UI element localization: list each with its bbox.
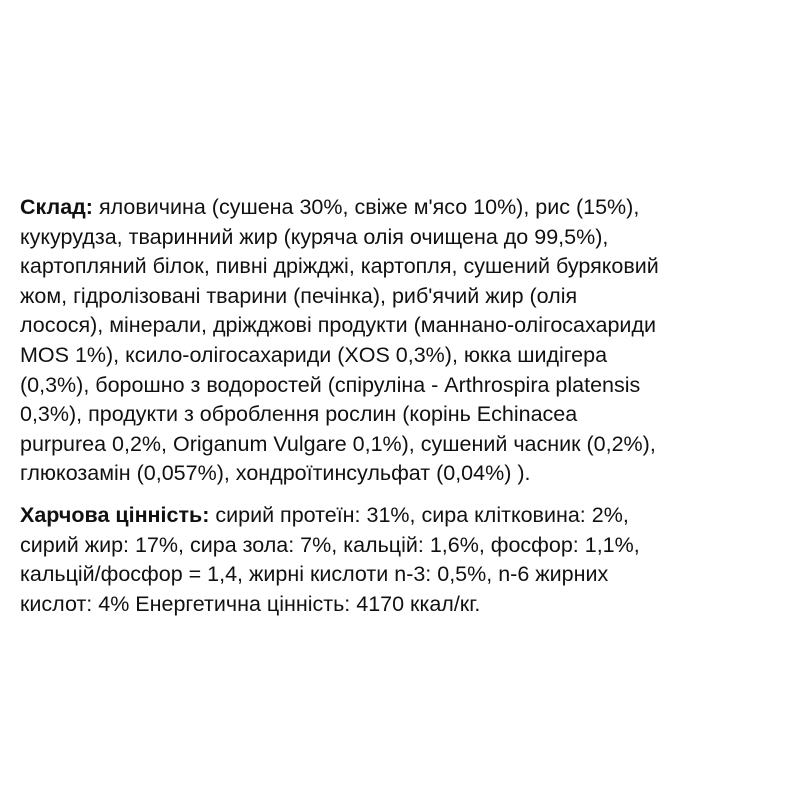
composition-text: жом, гідролізовані тварини (печінка), риб'ячий жир (олія — [20, 283, 578, 308]
nutrition-text: сирий жир: 17%, сира зола: 7%, кальцій: 1,6%, фосфор: 1,1%, — [20, 532, 640, 557]
nutrition-line-1 — [20, 501, 790, 531]
composition-section — [20, 193, 790, 489]
composition-text: кукурудза, тваринний жир (куряча олія очищена до 99,5%), — [20, 224, 609, 249]
composition-text: лосося), мінерали, дріжджові продукти (маннано-олігосахариди — [20, 313, 656, 338]
composition-text: purpurea 0,2%, Origanum Vulgare 0,1%), сушений часник (0,2%), — [20, 431, 656, 456]
composition-text: (0,3%), борошно з водоростей (спіруліна - Arthrospira platensis — [20, 372, 641, 397]
composition-text: картопляний білок, пивні дріжджі, картопля, сушений буряковий — [20, 254, 659, 279]
composition-text: яловичина (сушена 30%, свіже м'ясо 10%), рис (15%), — [92, 195, 640, 219]
composition-text: 0,3%), продукти з оброблення рослин (корінь Echinacea — [20, 402, 578, 427]
nutrition-text: сирий протеїн: 31%, сира клітковина: 2%, — [209, 502, 629, 527]
composition-line-1 — [20, 193, 790, 223]
composition-text: MOS 1%), ксило-олігосахариди (XOS 0,3%), юкка шидігера — [20, 342, 608, 367]
nutrition-section — [20, 501, 790, 619]
composition-text: глюкозамін (0,057%), хондроїтинсульфат (0,04%) ). — [20, 461, 531, 486]
nutrition-text: кальцій/фосфор = 1,4, жирні кислоти n-3: 0,5%, n-6 жирних — [20, 562, 609, 587]
product-info-text — [20, 193, 790, 619]
nutrition-label: Харчова цінність: — [20, 502, 210, 527]
nutrition-text: кислот: 4% Енергетична цінність: 4170 ккал/кг. — [20, 591, 481, 616]
composition-label: Склад: — [20, 195, 93, 219]
